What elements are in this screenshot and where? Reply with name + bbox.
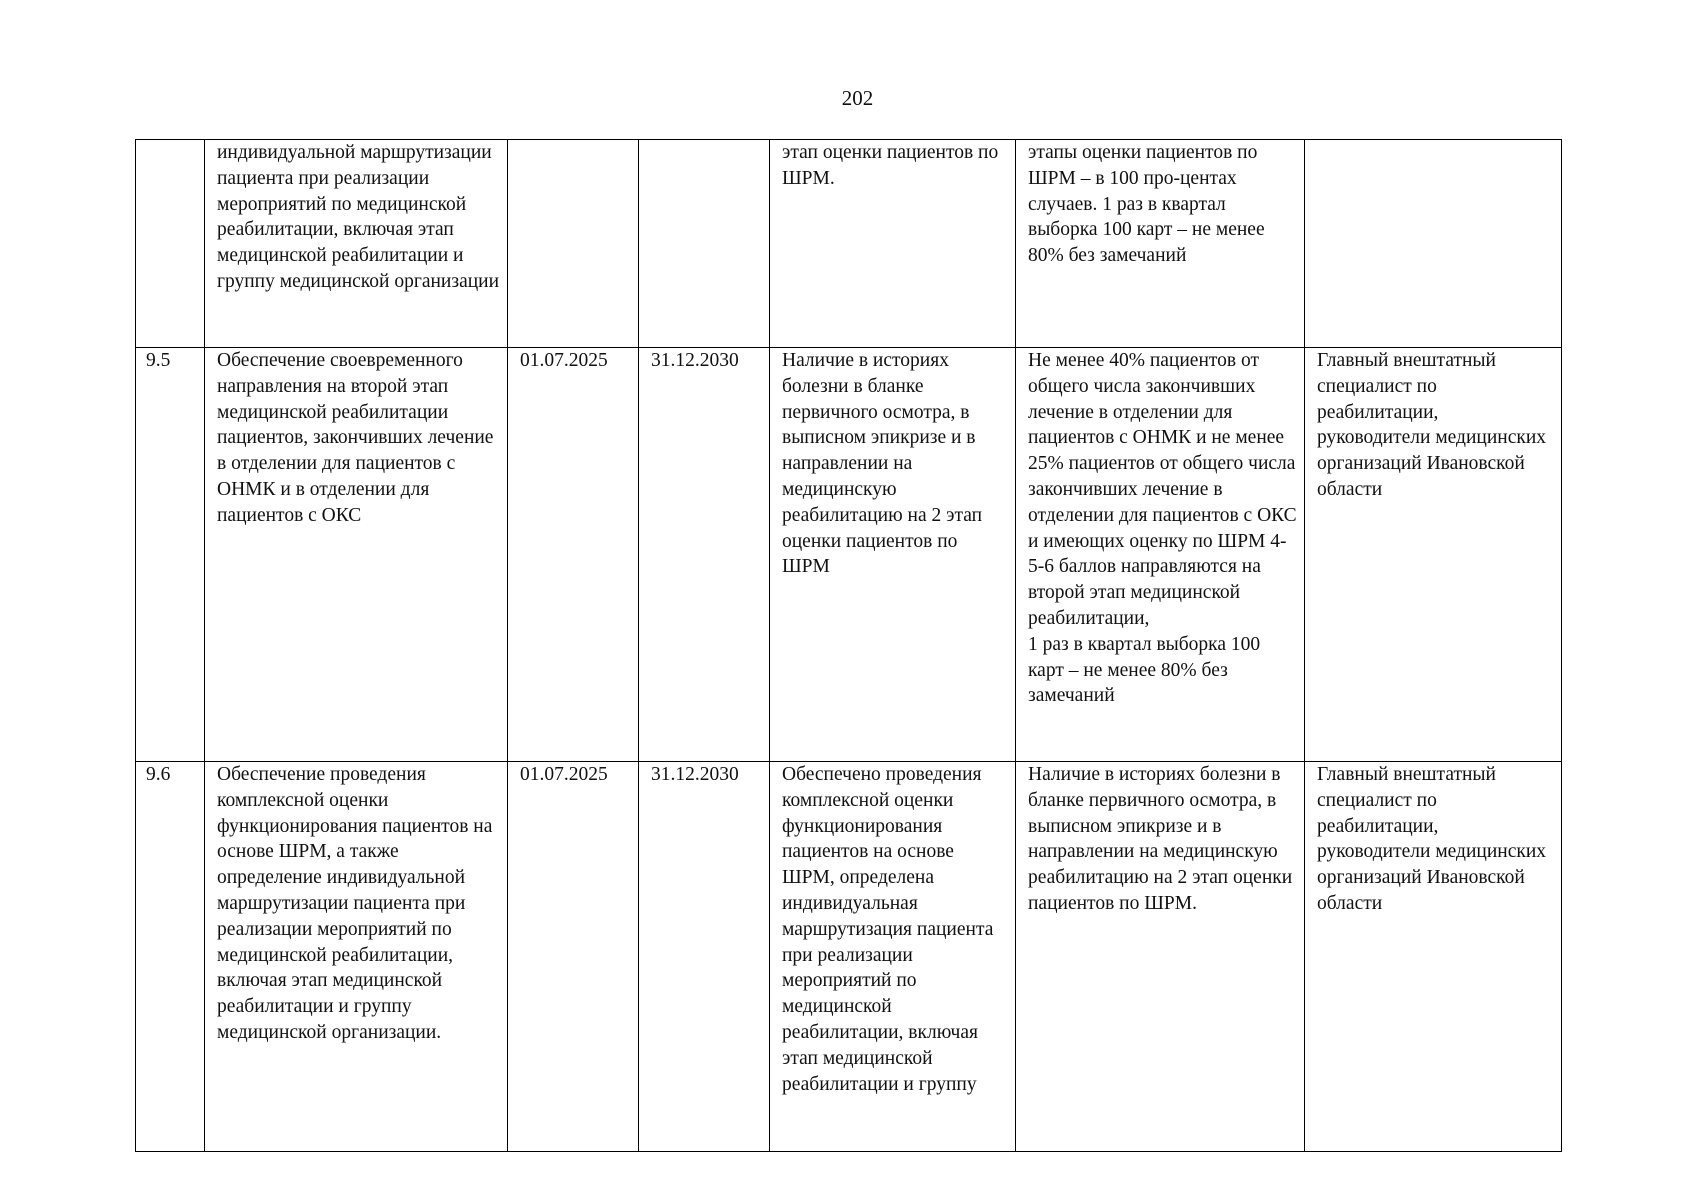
start-date-cell: 01.07.2025 (508, 762, 639, 1152)
responsible-cell: Главный внештатный специалист по реабилитации, руководители медицинских организаций Ивановской области (1305, 348, 1562, 762)
result-cell: этап оценки пациентов по ШРМ. (770, 140, 1016, 348)
task-cell: Обеспечение проведения комплексной оценки функционирования пациентов на основе ШРМ, а также определение индивидуальной маршрутизации пациента при реализации мероприятий по медицинской реабилитации, включая этап медицинской реабилитации и группу медицинской организации. (205, 762, 508, 1152)
task-cell: индивидуальной маршрутизации пациента при реализации мероприятий по медицинской реабилитации, включая этап медицинской реабилитации и группу медицинской организации (205, 140, 508, 348)
indicator-cell: Наличие в историях болезни в бланке первичного осмотра, в выписном эпикризе и в направлении на медицинскую реабилитацию на 2 этап оценки пациентов по ШРМ. (1016, 762, 1305, 1152)
task-cell: Обеспечение своевременного направления на второй этап медицинской реабилитации пациентов, закончивших лечение в отделении для пациентов с ОНМК и в отделении для пациентов с ОКС (205, 348, 508, 762)
table-row-9-5 (136, 348, 1562, 762)
end-date-cell: 31.12.2030 (639, 348, 770, 762)
row-number-cell: 9.5 (136, 348, 205, 762)
result-cell: Обеспечено проведения комплексной оценки функционирования пациентов на основе ШРМ, определена индивидуальная маршрутизация пациента при реализации мероприятий по медицинской реабилитации, включая этап медицинской реабилитации и группу (770, 762, 1016, 1152)
activity-table (135, 139, 1562, 1152)
end-date-cell: 31.12.2030 (639, 762, 770, 1152)
row-number-cell (136, 140, 205, 348)
page-number: 202 (841, 86, 874, 110)
start-date-cell (508, 140, 639, 348)
indicator-cell: Не менее 40% пациентов от общего числа закончивших лечение в отделении для пациентов с ОНМК и не менее 25% пациентов от общего числа закончивших лечение в отделении для пациентов с ОКС и имеющих оценку по ШРМ 4-5-6 баллов направляются на второй этап медицинской реабилитации, 1 раз в квартал выборка 100 карт – не менее 80% без замечаний (1016, 348, 1305, 762)
start-date-cell: 01.07.2025 (508, 348, 639, 762)
responsible-cell: Главный внештатный специалист по реабилитации, руководители медицинских организаций Ивановской области (1305, 762, 1562, 1152)
table-row-continued (136, 140, 1562, 348)
row-number-cell: 9.6 (136, 762, 205, 1152)
result-cell: Наличие в историях болезни в бланке первичного осмотра, в выписном эпикризе и в направлении на медицинскую реабилитацию на 2 этап оценки пациентов по ШРМ (770, 348, 1016, 762)
responsible-cell (1305, 140, 1562, 348)
indicator-cell: этапы оценки пациентов по ШРМ – в 100 про-центах случаев. 1 раз в квартал выборка 100 карт – не менее 80% без замечаний (1016, 140, 1305, 348)
table-row-9-6 (136, 762, 1562, 1152)
end-date-cell (639, 140, 770, 348)
